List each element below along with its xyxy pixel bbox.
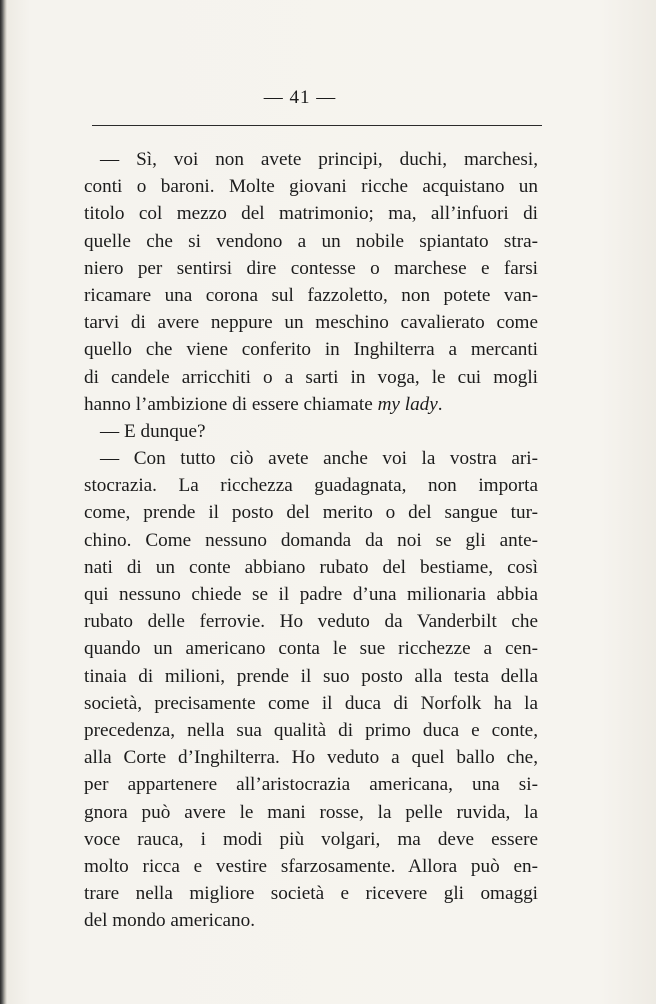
text-line-content: tarvi di avere neppure un meschino cavalierato come (84, 312, 538, 334)
text-line (84, 608, 538, 635)
text-line (84, 309, 538, 336)
text-line-content: molto ricca e vestire sfarzosamente. Allora può en- (84, 855, 538, 877)
text-line-content: alla Corte d’Inghilterra. Ho veduto a quel ballo che, (84, 747, 538, 769)
body-text (84, 146, 538, 934)
text-line-content: qui nessuno chiede se il padre d’una milionaria abbia (84, 584, 538, 605)
text-line-content: niero per sentirsi dire contesse o marchese e farsi (84, 257, 538, 279)
text-line (84, 663, 538, 690)
text-line (84, 635, 538, 662)
text-line (84, 282, 538, 309)
text-line (84, 391, 538, 418)
text-line-content: — Sì, voi non avete principi, duchi, marchesi, (100, 149, 538, 170)
text-line (84, 799, 538, 826)
text-line-content: trare nella migliore società e ricevere gli omaggi (84, 883, 538, 905)
text-line-content: per appartenere all’aristocrazia americana, una si- (84, 774, 538, 796)
text-line-content: gnora può avere le mani rosse, la pelle ruvida, la (84, 801, 538, 823)
text-line-content: hanno l’ambizione di essere chiamate (84, 393, 373, 415)
text-line (84, 445, 538, 472)
text-line (84, 472, 538, 499)
page-number: — 41 — (263, 87, 337, 108)
text-line (84, 228, 538, 255)
text-line-content: chino. Come nessuno domanda da noi se gli ante- (84, 529, 538, 551)
text-line-content: quando un americano conta le sue ricchezze a cen- (84, 638, 538, 660)
text-line (84, 826, 538, 853)
text-line (84, 853, 538, 880)
text-line (84, 907, 538, 934)
text-line-content: stocrazia. La ricchezza guadagnata, non importa (84, 475, 538, 497)
text-line (84, 717, 538, 744)
text-line-content: — Con tutto ciò avete anche voi la vostra ari- (100, 448, 538, 470)
text-line-content: del mondo americano. (84, 910, 256, 932)
text-line (84, 146, 538, 173)
text-line-content: rubato delle ferrovie. Ho veduto da Vanderbilt che (84, 611, 538, 633)
text-line-content: di candele arricchiti o a sarti in voga, le cui mogli (84, 366, 538, 388)
text-line (84, 499, 538, 526)
text-line (84, 527, 538, 554)
binding-edge (0, 0, 7, 1004)
text-line-content: — E dunque? (100, 420, 206, 442)
text-line (84, 771, 538, 798)
italic-phrase: my lady (377, 393, 438, 415)
header-rule (92, 125, 542, 126)
text-line (84, 200, 538, 227)
text-line-content: tinaia di milioni, prende il suo posto alla testa della (84, 665, 538, 687)
text-line (84, 418, 538, 445)
text-line (84, 173, 538, 200)
text-line (84, 336, 538, 363)
text-line-content: società, precisamente come il duca di Norfolk ha la (84, 692, 538, 714)
text-line (84, 554, 538, 581)
text-line (84, 581, 538, 608)
text-line-content: come, prende il posto del merito o del sangue tur- (84, 502, 538, 524)
text-line (84, 255, 538, 282)
text-line-content: titolo col mezzo del matrimonio; ma, all’infuori di (84, 203, 538, 225)
text-line (84, 364, 538, 391)
text-line (84, 690, 538, 717)
text-line (84, 880, 538, 907)
text-line-content: nati di un conte abbiano rubato del bestiame, così (84, 556, 538, 578)
text-line (84, 744, 538, 771)
text-line-content: quello che viene conferito in Inghilterra a mercanti (84, 339, 538, 361)
text-line-content: voce rauca, i modi più volgari, ma deve essere (84, 828, 538, 850)
trailing-punctuation: . (437, 393, 443, 415)
text-line-content: precedenza, nella sua qualità di primo duca e conte, (84, 719, 538, 741)
text-line-content: quelle che si vendono a un nobile spiantato stra- (84, 230, 538, 252)
text-line-content: conti o baroni. Molte giovani ricche acquistano un (84, 176, 538, 198)
text-line-content: ricamare una corona sul fazzoletto, non potete van- (84, 284, 538, 306)
